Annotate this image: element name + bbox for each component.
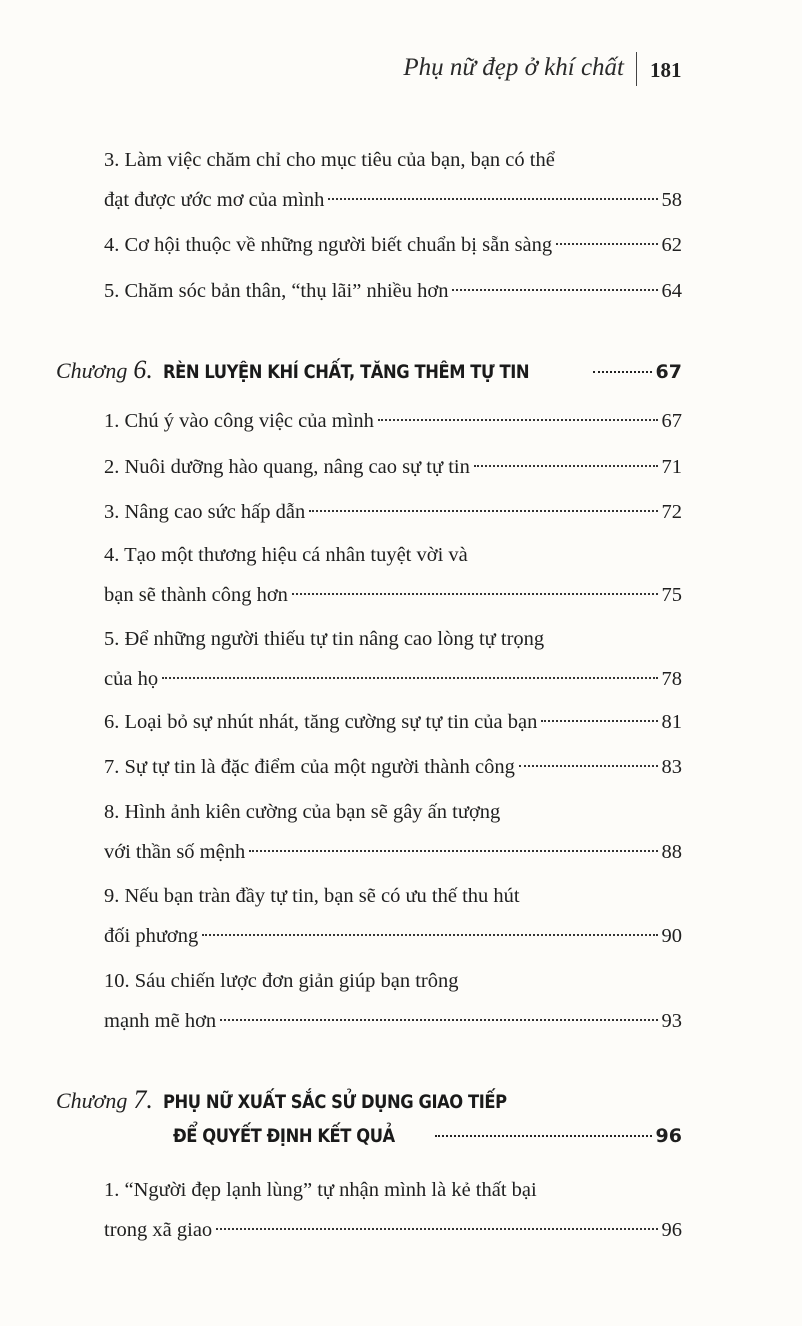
toc-entry-page: 93 (661, 1010, 682, 1032)
chapter-heading-6 (56, 355, 682, 395)
toc-entry (104, 835, 682, 869)
chapter-title: RÈN LUYỆN KHÍ CHẤT, TĂNG THÊM TỰ TIN (162, 361, 530, 383)
running-title: Phụ nữ đẹp ở khí chất (403, 54, 624, 81)
toc-entry-line: 4. Tạo một thương hiệu cá nhân tuyệt vời và (104, 544, 468, 566)
dot-leader (435, 1134, 652, 1137)
chapter-page: 67 (655, 361, 682, 383)
toc-entry-title: 3. Nâng cao sức hấp dẫn (104, 501, 306, 523)
dot-leader (452, 288, 657, 291)
toc-entry-page: 71 (661, 456, 682, 478)
chapter-heading-7 (56, 1085, 682, 1125)
toc-entry (104, 274, 682, 308)
toc-entry-line: 5. Để những người thiếu tự tin nâng cao lòng tự trọng (104, 628, 545, 650)
toc-entry (104, 1004, 682, 1038)
toc-entry (104, 404, 682, 438)
toc-entry (104, 662, 682, 696)
toc-entry-line: 3. Làm việc chăm chỉ cho mục tiêu của bạn, bạn có thể (104, 149, 555, 171)
toc-entry-page: 81 (661, 711, 682, 733)
toc-entry-title: mạnh mẽ hơn (104, 1010, 217, 1032)
toc-entry-line: 9. Nếu bạn tràn đầy tự tin, bạn sẽ có ưu thế thu hút (104, 885, 520, 907)
chapter-heading-7-cont (173, 1125, 682, 1165)
dot-leader (378, 418, 658, 421)
chapter-label: Chương (56, 1088, 128, 1113)
dot-leader (556, 242, 657, 245)
toc-entry (104, 495, 682, 529)
dot-leader (328, 197, 657, 200)
dot-leader (249, 849, 657, 852)
toc-entry-title: 4. Cơ hội thuộc về những người biết chuẩn bị sẵn sàng (104, 234, 553, 256)
chapter-number: 7. (133, 1085, 153, 1114)
toc-entry-page: 83 (661, 756, 682, 778)
toc-entry-page: 67 (661, 410, 682, 432)
toc-entry-title: với thần số mệnh (104, 841, 246, 863)
toc-entry-title: 7. Sự tự tin là đặc điểm của một người thành công (104, 756, 515, 778)
dot-leader (202, 933, 657, 936)
chapter-page: 96 (655, 1125, 682, 1147)
toc-entry-title: bạn sẽ thành công hơn (104, 584, 288, 606)
toc-entry-line: 1. “Người đẹp lạnh lùng” tự nhận mình là kẻ thất bại (104, 1179, 537, 1201)
toc-entry-title: đối phương (104, 925, 199, 947)
dot-leader (541, 719, 657, 722)
toc-entry-title: trong xã giao (104, 1219, 213, 1241)
dot-leader (292, 592, 658, 595)
chapter-title-line2: ĐỂ QUYẾT ĐỊNH KẾT QUẢ (173, 1125, 395, 1147)
dot-leader (593, 370, 652, 373)
toc-entry (104, 1213, 682, 1247)
dot-leader (519, 764, 658, 767)
toc-entry-page: 90 (661, 925, 682, 947)
dot-leader (309, 509, 657, 512)
dot-leader (474, 464, 658, 467)
toc-entry-title: 2. Nuôi dưỡng hào quang, nâng cao sự tự tin (104, 456, 470, 478)
toc-entry (104, 919, 682, 953)
toc-entry-page: 75 (661, 584, 682, 606)
header-divider (636, 52, 637, 86)
toc-entry (104, 183, 682, 217)
toc-entry-page: 88 (661, 841, 682, 863)
toc-entry-page: 72 (661, 501, 682, 523)
chapter-title-line1: PHỤ NỮ XUẤT SẮC SỬ DỤNG GIAO TIẾP (162, 1091, 507, 1113)
toc-entry-page: 58 (661, 189, 682, 211)
toc-entry-line: 8. Hình ảnh kiên cường của bạn sẽ gây ấn tượng (104, 801, 501, 823)
toc-entry (104, 578, 682, 612)
toc-entry-line: 10. Sáu chiến lược đơn giản giúp bạn trông (104, 970, 459, 992)
chapter-number: 6. (133, 355, 153, 384)
toc-entry-page: 96 (661, 1219, 682, 1241)
toc-entry-page: 62 (661, 234, 682, 256)
dot-leader (220, 1018, 657, 1021)
dot-leader (216, 1227, 657, 1230)
toc-entry-title: đạt được ước mơ của mình (104, 189, 325, 211)
page-number: 181 (650, 58, 682, 82)
toc-entry-title: 1. Chú ý vào công việc của mình (104, 410, 374, 432)
toc-entry-title: của họ (104, 668, 159, 690)
toc-entry-title: 5. Chăm sóc bản thân, “thụ lãi” nhiều hơn (104, 280, 449, 302)
toc-entry-page: 78 (661, 668, 682, 690)
toc-entry (104, 228, 682, 262)
toc-entry-title: 6. Loại bỏ sự nhút nhát, tăng cường sự tự tin của bạn (104, 711, 538, 733)
toc-entry (104, 705, 682, 739)
toc-entry-page: 64 (661, 280, 682, 302)
page-header (0, 50, 802, 90)
chapter-label: Chương (56, 358, 128, 383)
dot-leader (162, 676, 657, 679)
toc-entry (104, 450, 682, 484)
toc-entry (104, 750, 682, 784)
